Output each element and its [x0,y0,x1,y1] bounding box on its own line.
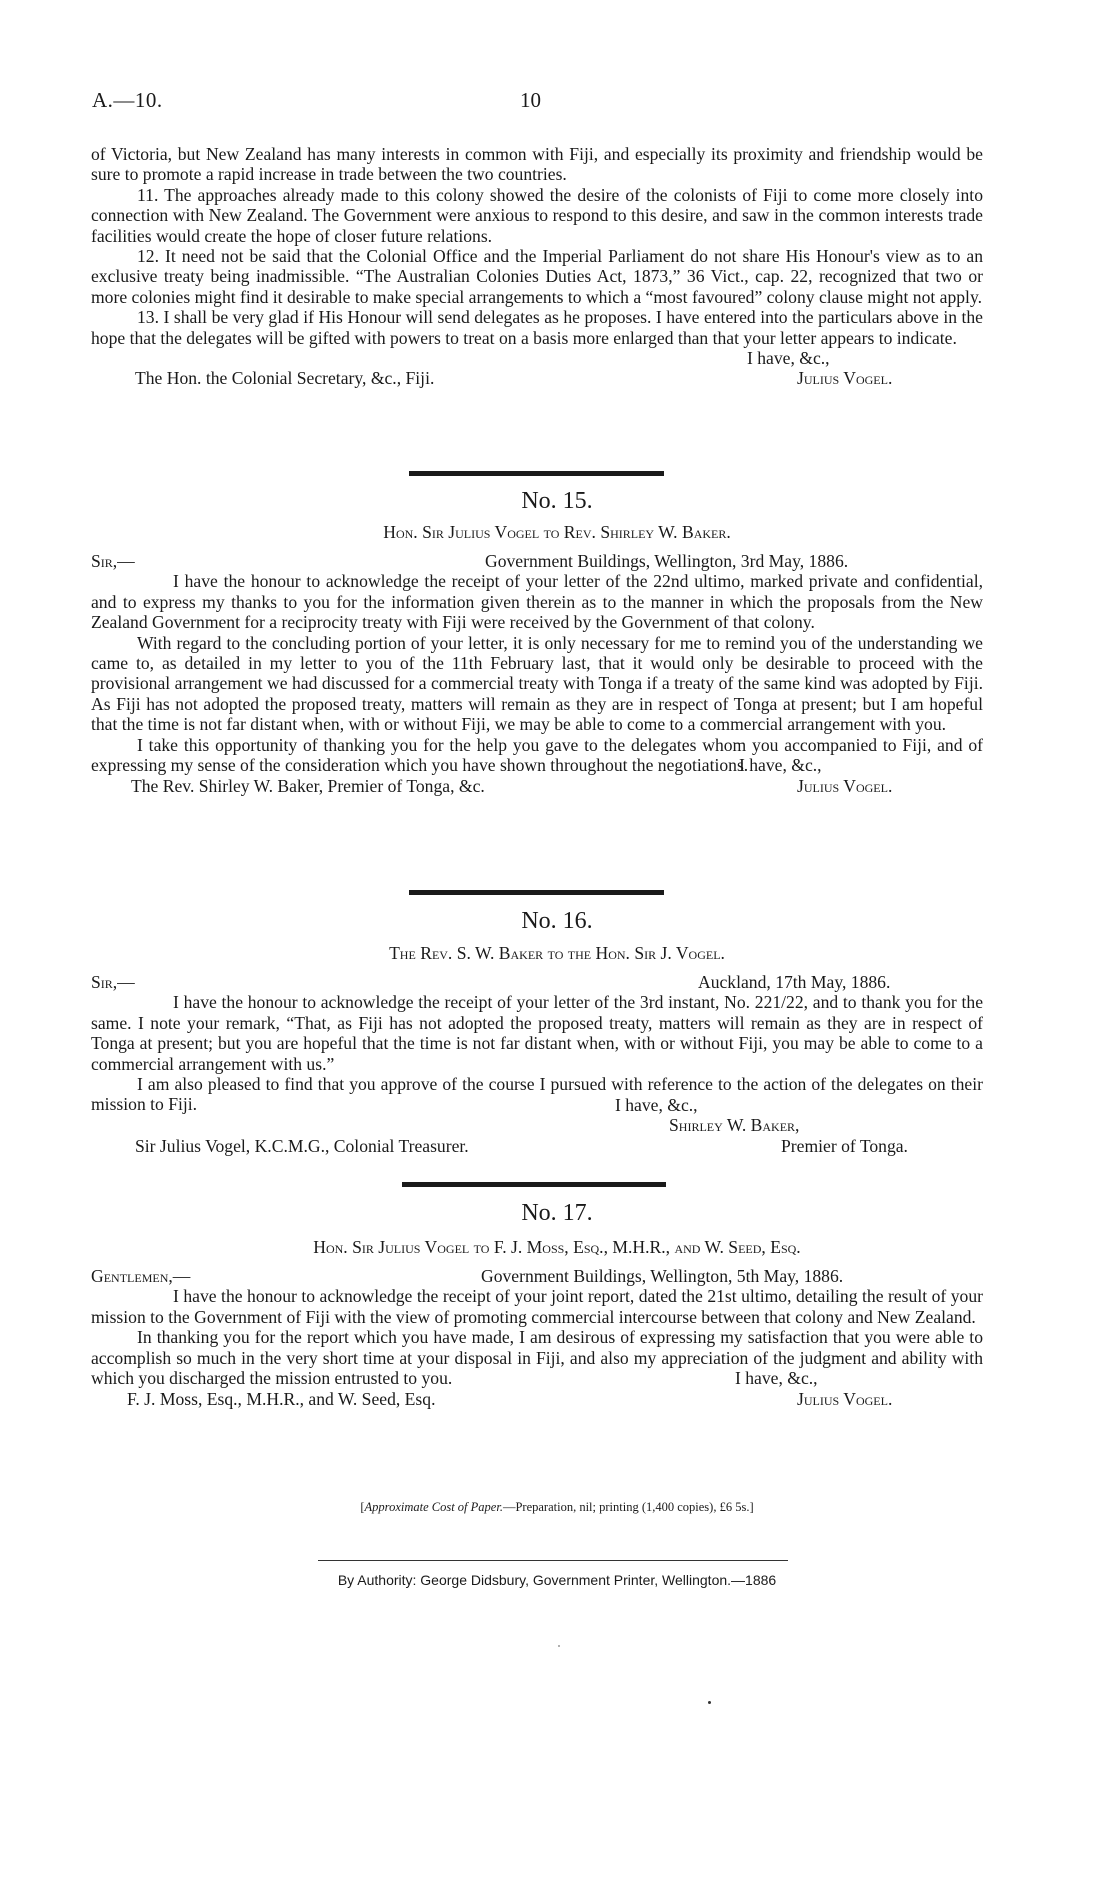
paragraph: I take this opportunity of thanking you for the help you gave to the delegates whom you accompanied to Fiji, and of expressing my sense of the consideration which you have shown throughout the negotiations. [91,734,983,776]
place-date: Government Buildings, Wellington, 3rd May, 1886. [485,551,849,571]
letter-14-tail [91,144,983,389]
addressee: Sir Julius Vogel, K.C.M.G., Colonial Treasurer. [135,1135,469,1156]
cost-note: [Approximate Cost of Paper.—Preparation, nil; printing (1,400 copies), £6 5s.] [360,1500,754,1514]
paragraph: of Victoria, but New Zealand has many interests in common with Fiji, and especially its proximity and friendship would be sure to promote a rapid increase in trade between the two countries. [91,144,983,185]
closing: I have, &c., [615,1094,698,1115]
paragraph: I am also pleased to find that you approve of the course I pursued with reference to the action of the delegates on their mission to Fiji. [91,1074,983,1115]
salutation: Sir,— [91,972,135,992]
letter-16-number: No. 16. [521,908,593,934]
letter-15-title: Hon. Sir Julius Vogel to Rev. Shirley W. Baker. [383,522,731,542]
letter-15-number: No. 15. [521,488,593,514]
footer-rule [318,1560,788,1561]
paragraph: 11. The approaches already made to this colony showed the desire of the colonists of Fiji to come more closely into connection with New Zealand. The Government were anxious to respond to this desire, and saw in the common interests trade facilities would create the hope of closer future relations. [91,184,983,246]
signature: Julius Vogel. [797,368,893,389]
letter-16 [91,972,983,1156]
letter-17-number: No. 17. [521,1200,593,1226]
letter-17 [91,1266,983,1409]
letter-17-title: Hon. Sir Julius Vogel to F. J. Moss, Esq., M.H.R., and W. Seed, Esq. [313,1237,801,1257]
letter-16-title: The Rev. S. W. Baker to the Hon. Sir J. Vogel. [389,943,725,963]
section-divider [409,471,664,476]
print-speck [708,1701,711,1704]
letter-15 [91,551,983,796]
addressee: F. J. Moss, Esq., M.H.R., and W. Seed, Esq. [127,1388,436,1409]
signature: Julius Vogel. [797,1388,893,1409]
place-date: Government Buildings, Wellington, 5th May, 1886. [481,1266,844,1286]
closing: I have, &c., [735,1368,818,1389]
place-date: Auckland, 17th May, 1886. [698,972,891,992]
closing: I have, &c., [739,755,822,776]
paragraph: 13. I shall be very glad if His Honour will send delegates as he proposes. I have entered into the particulars above in the hope that the delegates will be gifted with powers to treat on a basis more enlarged than that your letter appears to indicate. [91,307,983,348]
section-divider [409,890,664,895]
paragraph: 12. It need not be said that the Colonial Office and the Imperial Parliament do not share His Honour's view as to an exclusive treaty being inadmissible. “The Australian Colonies Duties Act, 1873,” 36 Vict., cap. 22, recognized that two or more colonies might find it desirable to make special arrangements to which a “most favoured” colony clause might not apply. [91,246,983,307]
salutation: Gentlemen,— [91,1266,191,1286]
signature-title: Premier of Tonga. [781,1135,908,1156]
document-code: A.—10. [92,88,163,112]
addressee: The Hon. the Colonial Secretary, &c., Fiji. [135,368,435,389]
print-speck [558,1645,560,1647]
paragraph: I have the honour to acknowledge the receipt of your letter of the 22nd ultimo, marked private and confidential, and to express my thanks to you for the information given therein as to the manner in which the proposals from the New Zealand Government for a reciprocity treaty with Fiji were received by the Government of that colony. [91,571,983,633]
signature-name: Shirley W. Baker, [669,1115,800,1136]
paragraph: I have the honour to acknowledge the receipt of your joint report, dated the 21st ultimo, detailing the result of your mission to the Government of Fiji with the view of promoting commercial intercourse between that colony and New Zealand. [91,1286,983,1327]
signature: Julius Vogel. [797,775,893,796]
paragraph: I have the honour to acknowledge the receipt of your letter of the 3rd instant, No. 221/22, and to thank you for the same. I note your remark, “That, as Fiji has not adopted the proposed treaty, matters will remain as they are in respect of Tonga at present; but you are hopeful that the time is not far distant when, with or without Fiji, you may be able to come to a commercial arrangement with us.” [91,992,983,1074]
cost-label: Approximate Cost of Paper. [364,1500,503,1514]
closing: I have, &c., [747,348,830,369]
paragraph: With regard to the concluding portion of your letter, it is only necessary for me to remind you of the understanding we came to, as detailed in my letter to you of the 11th February last, that it would only be desirable to proceed with the provisional arrangement we had discussed for a commercial treaty with Tonga if a treaty of the same kind was adopted by Fiji. As Fiji has not adopted the proposed treaty, matters will remain as they are in respect of Tonga at present; but I am hopeful that the time is not far distant when, with or without Fiji, we may be able to come to a commercial arrangement with you. [91,632,983,735]
section-divider [402,1182,666,1187]
cost-text: —Preparation, nil; printing (1,400 copies), £6 5s. [502,1500,750,1514]
printer-authority: By Authority: George Didsbury, Government Printer, Wellington.—1886 [337,1572,777,1588]
paragraph: In thanking you for the report which you have made, I am desirous of expressing my satisfaction that you were able to accomplish so much in the very short time at your disposal in Fiji, and also my appreciation of the judgment and ability with which you discharged the mission entrusted to you. [91,1327,983,1389]
page-number: 10 [520,88,541,112]
addressee: The Rev. Shirley W. Baker, Premier of Tonga, &c. [131,775,485,796]
salutation: Sir,— [91,551,135,571]
